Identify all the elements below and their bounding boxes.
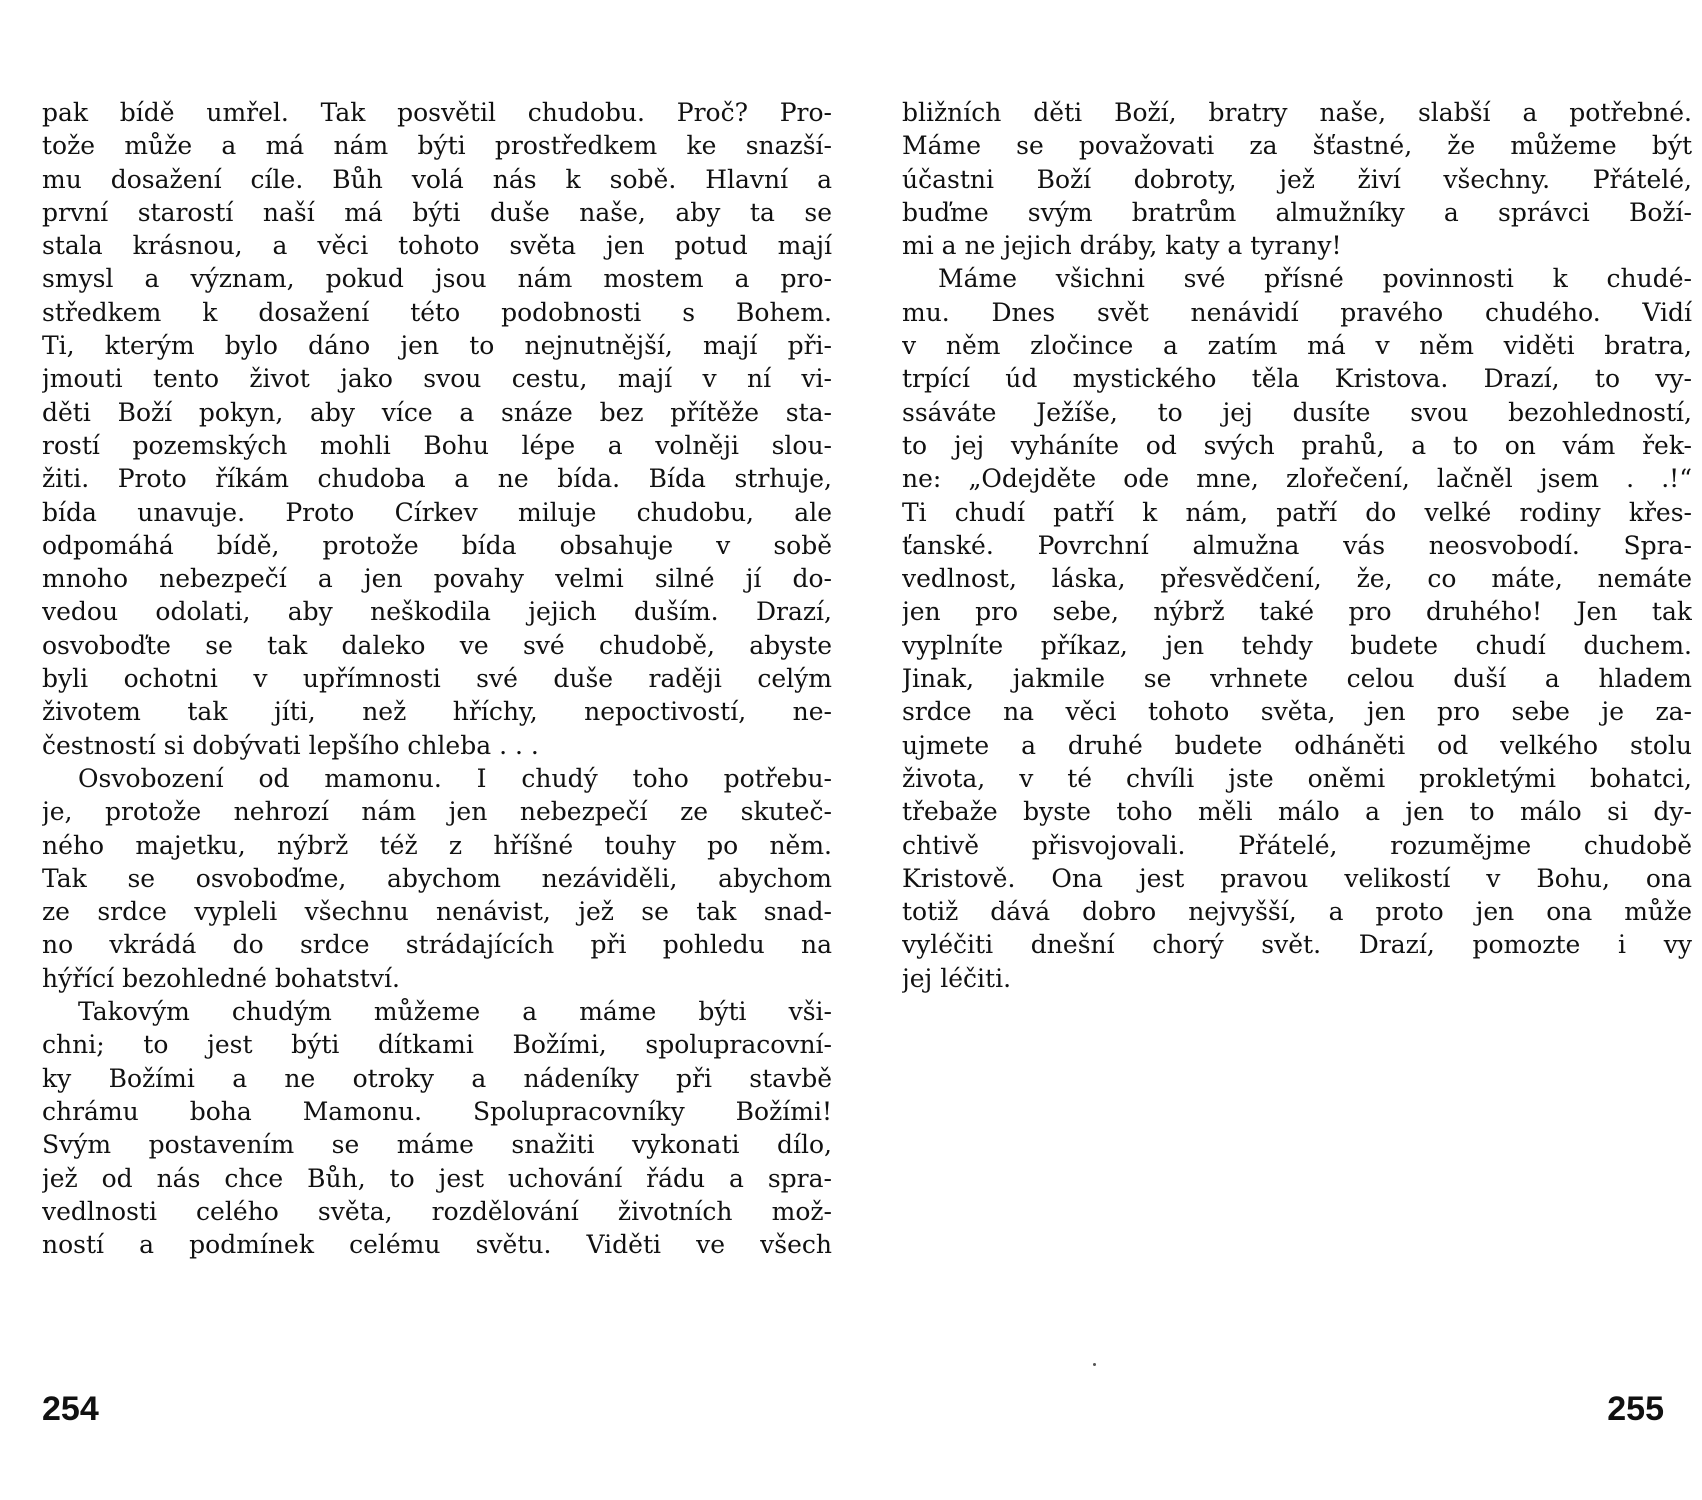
text-line: mu dosažení cíle. Bůh volá nás k sobě. Hlavní a: [42, 164, 832, 194]
text-line: ne: „Odejděte ode mne, zlořečení, lačněl jsem . .!“: [902, 464, 1692, 494]
text-line: mnoho nebezpečí a jen povahy velmi silné jí do-: [42, 564, 832, 594]
text-line: to jej vyháníte od svých prahů, a to on vám řek-: [902, 430, 1692, 460]
text-line: Jinak, jakmile se vrhnete celou duší a hladem: [902, 664, 1692, 694]
text-line: mu. Dnes svět nenávidí pravého chudého. Vidí: [902, 297, 1692, 327]
text-line: života, v té chvíli jste oněmi prokletými bohatci,: [902, 763, 1692, 793]
left-page-text: [42, 96, 832, 1261]
text-line: ťanské. Povrchní almužna vás neosvobodí. Spra-: [902, 530, 1692, 560]
text-line: jej léčiti.: [902, 963, 1012, 993]
text-line: srdce na věci tohoto světa, jen pro sebe je za-: [902, 697, 1692, 727]
text-line: jež od nás chce Bůh, to jest uchování řádu a spra-: [42, 1163, 832, 1193]
text-line: vedlnosti celého světa, rozdělování životních mož-: [42, 1196, 832, 1226]
text-line: ností a podmínek celému světu. Viděti ve všech: [42, 1230, 832, 1260]
text-line: děti Boží pokyn, aby více a snáze bez přítěže sta-: [42, 397, 832, 427]
text-line: vyplníte příkaz, jen tehdy budete chudí duchem.: [902, 630, 1692, 660]
text-line: Svým postavením se máme snažiti vykonati dílo,: [42, 1130, 832, 1160]
right-page-text: [902, 96, 1692, 995]
text-line: středkem k dosažení této podobnosti s Bohem.: [42, 297, 832, 327]
text-line: ného majetku, nýbrž též z hříšné touhy po něm.: [42, 830, 832, 860]
text-line: Takovým chudým můžeme a máme býti vši-: [78, 997, 832, 1027]
text-line: byli ochotni v upřímnosti své duše raději celým: [42, 664, 832, 694]
text-line: totiž dává dobro nejvyšší, a proto jen ona může: [902, 897, 1692, 927]
text-line: účastni Boží dobroty, jež živí všechny. Přátelé,: [902, 164, 1692, 194]
text-line: Máme se považovati za šťastné, že můžeme být: [902, 131, 1692, 161]
text-line: Ti chudí patří k nám, patří do velké rodiny křes-: [902, 497, 1692, 527]
text-line: jen pro sebe, nýbrž také pro druhého! Jen tak: [902, 597, 1692, 627]
text-line: rostí pozemských mohli Bohu lépe a volněji slou-: [42, 430, 832, 460]
text-line: tože může a má nám býti prostředkem ke snazší-: [42, 131, 832, 161]
text-line: vyléčiti dnešní chorý svět. Drazí, pomozte i vy: [902, 930, 1692, 960]
text-line: v něm zločince a zatím má v něm viděti bratra,: [902, 331, 1692, 361]
text-line: první starostí naší má býti duše naše, aby ta se: [42, 197, 832, 227]
text-line: jmouti tento život jako svou cestu, mají v ní vi-: [42, 364, 832, 394]
text-line: trpící úd mystického těla Kristova. Drazí, to vy-: [902, 364, 1692, 394]
text-line: chtivě přisvojovali. Přátelé, rozumějme chudobě: [902, 830, 1692, 860]
text-line: chni; to jest býti dítkami Božími, spolupracovní-: [42, 1030, 832, 1060]
text-line: Máme všichni své přísné povinnosti k chudé-: [938, 264, 1692, 294]
text-line: mi a ne jejich dráby, katy a tyrany!: [902, 231, 1342, 261]
text-line: Tak se osvoboďme, abychom nezáviděli, abychom: [42, 863, 832, 893]
text-line: vedou odolati, aby neškodila jejich duším. Drazí,: [42, 597, 832, 627]
left-page-number: 254: [42, 1390, 99, 1428]
right-page-number: 255: [1607, 1390, 1664, 1428]
text-line: ssáváte Ježíše, to jej dusíte svou bezohledností,: [902, 397, 1692, 427]
text-line: Ti, kterým bylo dáno jen to nejnutnější, mají při-: [42, 331, 832, 361]
text-line: stala krásnou, a věci tohoto světa jen potud mají: [42, 231, 832, 261]
text-line: bída unavuje. Proto Církev miluje chudobu, ale: [42, 497, 832, 527]
text-line: ujmete a druhé budete odháněti od velkého stolu: [902, 730, 1692, 760]
text-line: smysl a význam, pokud jsou nám mostem a pro-: [42, 264, 832, 294]
text-line: no vkrádá do srdce strádajících při pohledu na: [42, 930, 832, 960]
text-line: čestností si dobývati lepšího chleba . . .: [42, 730, 539, 760]
text-line: chrámu boha Mamonu. Spolupracovníky Božími!: [42, 1096, 832, 1126]
text-line: ky Božími a ne otroky a nádeníky při stavbě: [42, 1063, 832, 1093]
text-line: osvoboďte se tak daleko ve své chudobě, abyste: [42, 630, 832, 660]
text-line: bližních děti Boží, bratry naše, slabší a potřebné.: [902, 98, 1692, 127]
text-line: pak bídě umřel. Tak posvětil chudobu. Proč? Pro-: [42, 98, 832, 127]
text-line: je, protože nehrozí nám jen nebezpečí ze skuteč-: [42, 797, 832, 827]
text-line: žiti. Proto říkám chudoba a ne bída. Bída strhuje,: [42, 464, 832, 494]
text-line: ze srdce vypleli všechnu nenávist, jež se tak snad-: [42, 897, 832, 927]
print-speck: [1093, 1363, 1096, 1366]
text-line: hýřící bezohledné bohatství.: [42, 963, 400, 993]
text-line: životem tak jíti, než hříchy, nepoctivostí, ne-: [42, 697, 832, 727]
text-line: Osvobození od mamonu. I chudý toho potřebu-: [78, 763, 832, 793]
text-line: buďme svým bratrům almužníky a správci Boží-: [902, 197, 1692, 227]
text-line: vedlnost, láska, přesvědčení, že, co máte, nemáte: [902, 564, 1692, 594]
text-line: odpomáhá bídě, protože bída obsahuje v sobě: [42, 530, 832, 560]
text-line: Kristově. Ona jest pravou velikostí v Bohu, ona: [902, 863, 1692, 893]
text-line: třebaže byste toho měli málo a jen to málo si dy-: [902, 797, 1692, 827]
